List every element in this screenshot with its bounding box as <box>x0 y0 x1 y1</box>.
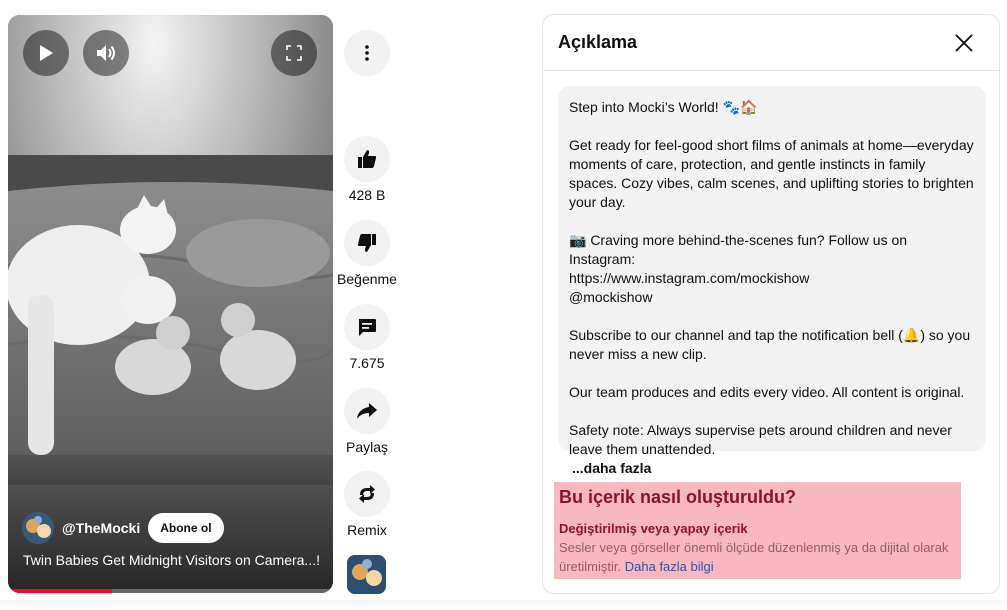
comment-icon <box>357 317 377 337</box>
dislike-label: Beğenme <box>337 271 397 287</box>
volume-button[interactable] <box>83 30 129 76</box>
channel-thumbnail[interactable] <box>347 555 386 594</box>
volume-icon <box>96 44 116 62</box>
share-label: Paylaş <box>345 439 389 455</box>
instagram-link[interactable]: https://www.instagram.com/mockishow <box>569 270 810 286</box>
ai-disclosure-body <box>559 538 956 576</box>
ai-disclosure-heading: Bu içerik nasıl oluşturuldu? <box>559 487 797 507</box>
ai-disclosure-subheading: Değiştirilmiş veya yapay içerik <box>559 521 748 536</box>
channel-row <box>22 512 224 544</box>
instagram-line: 📷 Craving more behind-the-scenes fun? Follow us on Instagram: <box>569 232 908 267</box>
ai-disclosure-text: Sesler veya görseller önemli ölçüde düzenlenmiş ya da dijital olarak üretilmiştir. <box>559 540 949 574</box>
description-paragraph: Get ready for feel-good short films of animals at home—everyday moments of care, protection, and gentle instincts in family spaces. Cozy vibes, calm scenes, and uplifting stories to brighten your day. <box>569 137 974 210</box>
thumbs-up-icon <box>357 149 377 169</box>
comment-count: 7.675 <box>349 355 385 371</box>
video-frame <box>8 15 333 593</box>
fullscreen-button[interactable] <box>271 30 317 76</box>
panel-header <box>543 15 999 71</box>
description-instagram <box>569 231 975 307</box>
more-vert-icon <box>365 45 369 61</box>
safety-note: Safety note: Always supervise pets around children and never leave them unattended. <box>569 422 952 457</box>
page-bottom-edge <box>0 600 1007 610</box>
channel-handle[interactable]: @TheMocki <box>62 520 141 536</box>
description-subscribe: Subscribe to our channel and tap the notification bell (🔔) so you never miss a new clip. <box>569 327 971 362</box>
learn-more-link[interactable]: Daha fazla bilgi <box>624 559 714 574</box>
close-button[interactable] <box>949 28 979 58</box>
show-more-link[interactable]: ...daha fazla <box>572 460 652 476</box>
description-panel <box>542 14 1000 594</box>
share-button[interactable] <box>344 388 390 434</box>
progress-fill <box>8 589 112 593</box>
dislike-button[interactable] <box>344 220 390 266</box>
remix-icon <box>356 483 378 505</box>
thumbs-down-icon <box>357 233 377 253</box>
channel-avatar[interactable] <box>22 512 54 544</box>
play-icon <box>38 44 54 62</box>
panel-title: Açıklama <box>558 32 638 52</box>
play-button[interactable] <box>23 30 69 76</box>
comments-button[interactable] <box>344 304 390 350</box>
description-team: Our team produces and edits every video. All content is original. <box>569 384 965 400</box>
share-icon <box>356 402 378 420</box>
like-count: 428 B <box>348 187 386 203</box>
instagram-handle[interactable]: @mockishow <box>569 289 653 305</box>
more-options-button[interactable] <box>344 30 390 76</box>
like-button[interactable] <box>344 136 390 182</box>
remix-label: Remix <box>347 522 387 538</box>
close-icon <box>955 34 973 52</box>
action-column <box>339 0 395 610</box>
subscribe-button[interactable]: Abone ol <box>148 513 223 543</box>
description-safety <box>569 421 975 478</box>
shorts-video-player[interactable] <box>8 15 333 593</box>
description-box <box>558 86 986 476</box>
ai-disclosure <box>554 482 961 579</box>
video-title[interactable]: Twin Babies Get Midnight Visitors on Camera...! <box>23 552 320 568</box>
remix-button[interactable] <box>344 471 390 517</box>
description-intro: Step into Mocki’s World! 🐾🏠 <box>569 99 758 115</box>
fullscreen-icon <box>286 45 302 61</box>
progress-bar[interactable] <box>8 589 333 593</box>
